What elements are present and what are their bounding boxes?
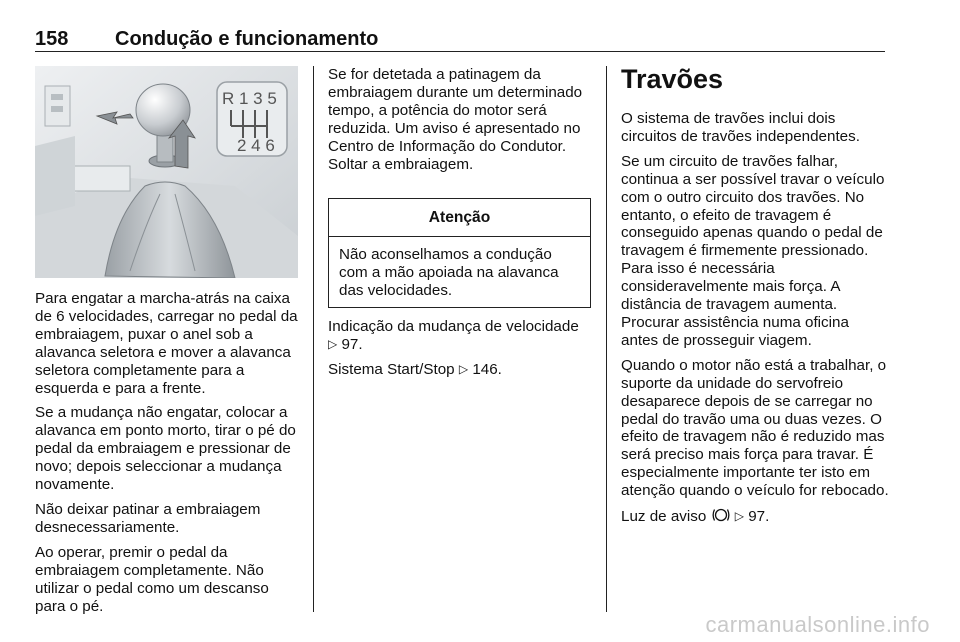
reference-page: 97. [748, 508, 770, 526]
cross-references [328, 318, 593, 386]
page-number: 158 [35, 28, 69, 50]
gear-lever-illustration [35, 66, 298, 278]
section-heading: Travões [621, 64, 724, 94]
reference-page: 97. [341, 335, 363, 353]
page-header [35, 28, 885, 52]
warning-light-reference [621, 507, 889, 528]
gear-lever-drawing [35, 66, 298, 278]
column-divider-right [606, 66, 607, 612]
paragraph: Não deixar patinar a embraiagem desnecessariamente. [35, 500, 261, 536]
watermark: carmanualsonline.info [705, 612, 930, 637]
paragraph: Ao operar, premir o pedal da embraiagem completamente. Não utilizar o pedal como um descanso para o pé. [35, 543, 269, 615]
reference-start-stop [328, 361, 593, 379]
reference-text: Sistema Start/Stop [328, 360, 455, 378]
gear-pattern-bottom-label: 2 4 6 [237, 136, 275, 155]
paragraph: Para engatar a marcha-atrás na caixa de 6 velocidades, carregar no pedal da embraiagem, puxar o anel sob a alavanca seletora e mover a alavanca seletora completamente para a esquerda e para a frente. [35, 290, 298, 397]
page-ref-arrow-icon: ▷ [328, 336, 338, 351]
chapter-title: Condução e funcionamento [115, 28, 379, 50]
warning-text: Luz de aviso [621, 508, 707, 526]
brake-warning-icon [711, 507, 731, 528]
paragraph: Se a mudança não engatar, colocar a alavanca em ponto morto, tirar o pé do pedal da embraiagem e pressionar de novo; depois seleccionar a mudança novamente. [35, 404, 296, 494]
paragraph: Se um circuito de travões falhar, continua a ser possível travar o veículo com o outro circuito dos travões. No entanto, o efeito de travagem é conseguido apenas quando o pedal de travagem é firmemente pressionado. Para isso é necessária consideravelmente mais força. A distância de travagem aumenta. Procurar assistência numa oficina antes de prosseguir viagem. [621, 152, 885, 349]
caution-text: Não aconselhamos a condução com a mão apoiada na alavanca das velocidades. [339, 246, 559, 299]
paragraph: Quando o motor não está a trabalhar, o suporte da unidade do servofreio desaparece depois de se carregar no pedal do travão uma ou duas vezes. O efeito de travagem não é reduzido mas será preciso mais força para travar. É especialmente importante ter isto em atenção quando o veículo for rebocado. [621, 356, 889, 500]
column-left [35, 290, 300, 622]
reference-page: 146. [472, 360, 502, 378]
reference-text: Indicação da mudança de velocidade [328, 318, 579, 335]
gear-pattern-top-label: R 1 3 5 [222, 89, 277, 108]
paragraph: Se for detetada a patinagem da embraiagem durante um determinado tempo, a potência do motor será reduzida. Um aviso é apresentado no Centro de Informação do Condutor. Soltar a embraiagem. [328, 66, 583, 173]
caution-title: Atenção [329, 199, 590, 237]
page-ref-arrow-icon: ▷ [458, 361, 469, 376]
column-divider-left [313, 66, 314, 612]
paragraph: O sistema de travões inclui dois circuitos de travões independentes. [621, 110, 860, 145]
caution-box [328, 198, 591, 308]
column-right [621, 110, 889, 535]
page-ref-arrow-icon: ▷ [734, 509, 744, 524]
reference-gear-indicator [328, 318, 593, 354]
